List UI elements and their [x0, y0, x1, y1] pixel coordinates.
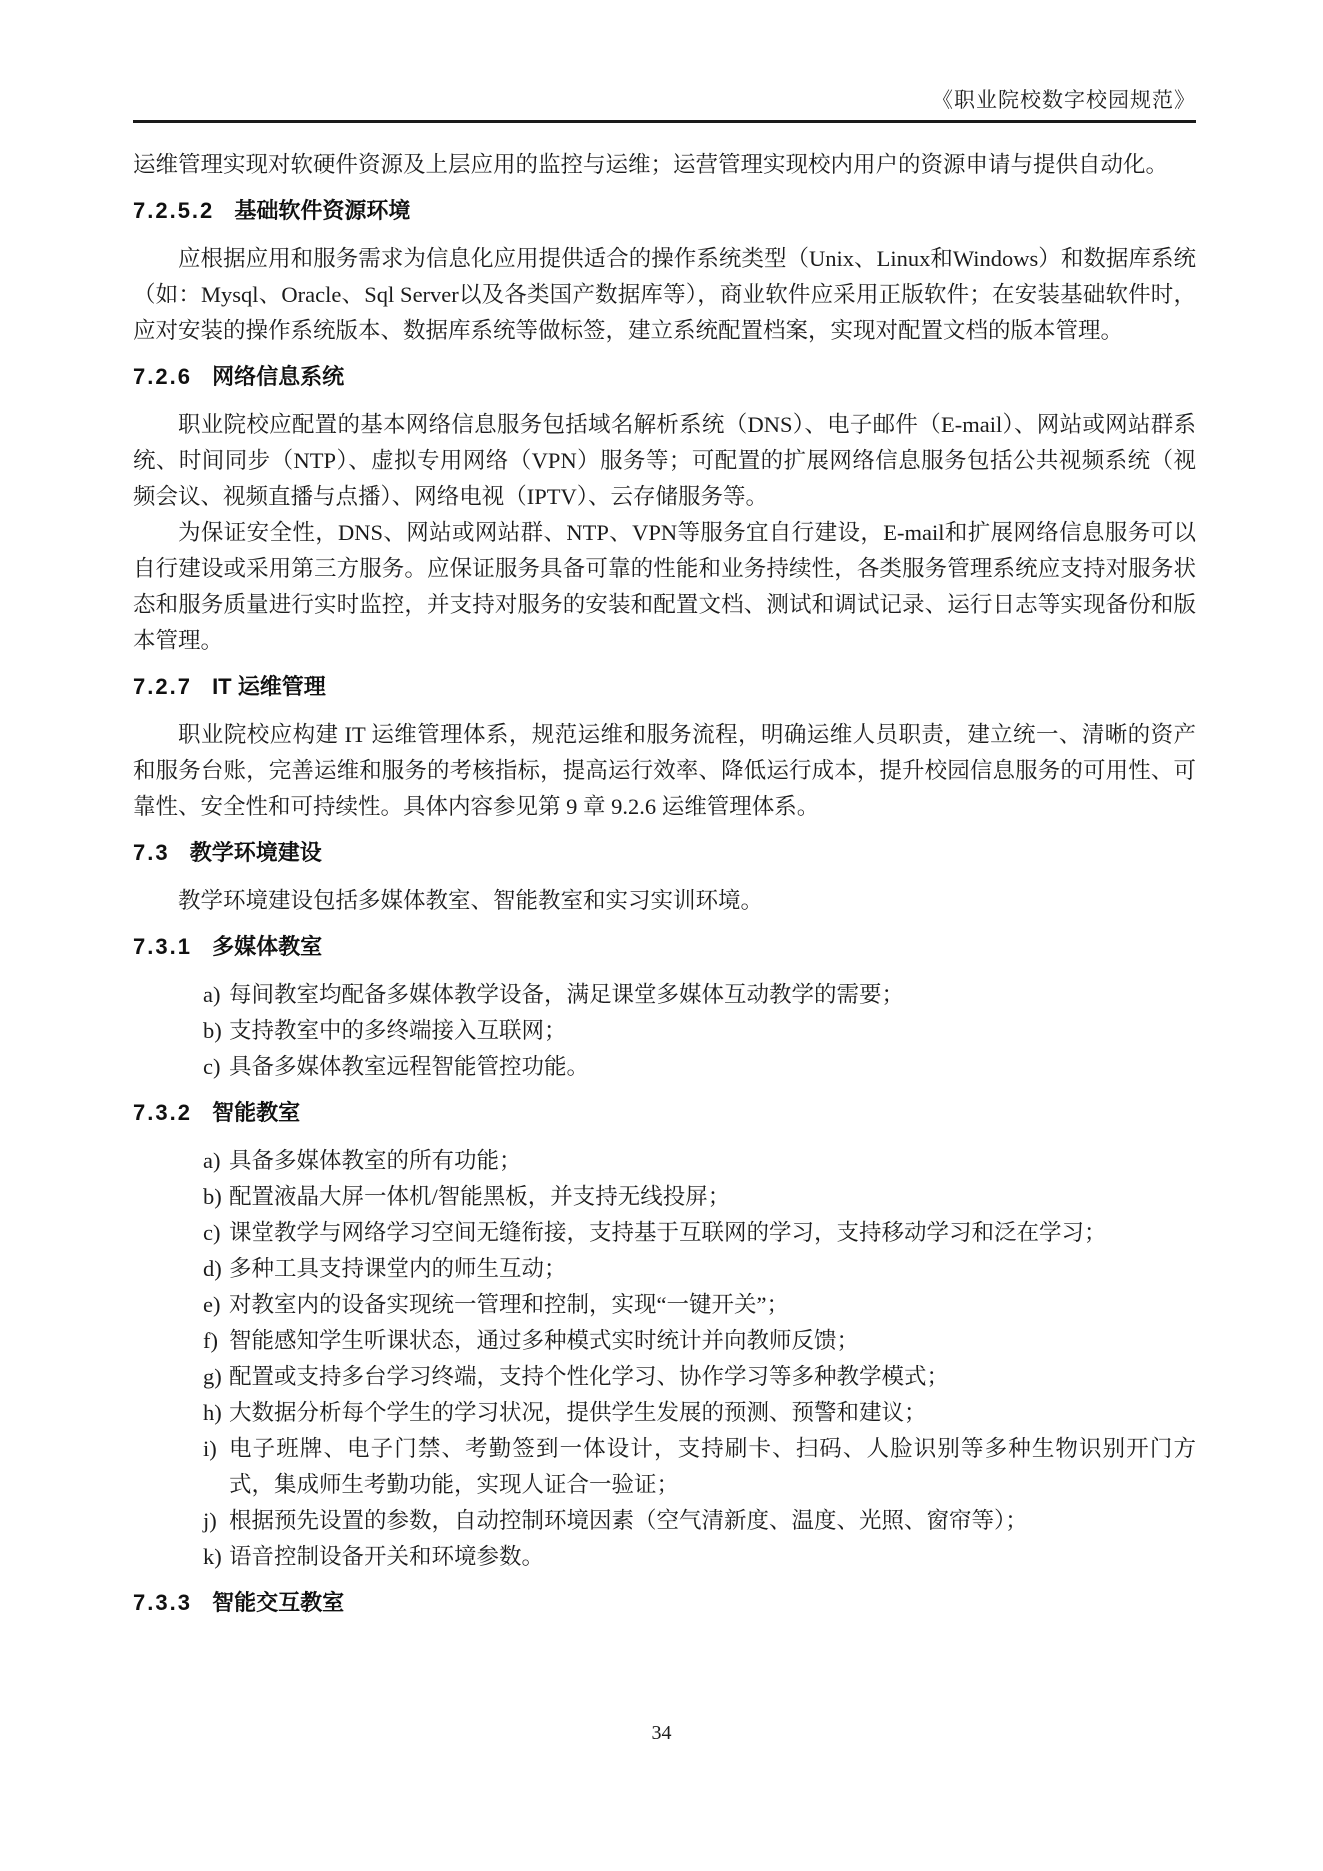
heading-title: 教学环境建设: [189, 840, 322, 865]
list-item-label: f): [203, 1328, 218, 1353]
list-item-text: 具备多媒体教室远程智能管控功能。: [229, 1054, 590, 1079]
list-item-text: 多种工具支持课堂内的师生互动；: [229, 1256, 567, 1281]
list-item: [133, 1049, 1196, 1085]
page-content-area: [133, 0, 1196, 1633]
page-number: 34: [651, 1722, 672, 1744]
list-item: [133, 1251, 1196, 1287]
paragraph-continuation: 运维管理实现对软硬件资源及上层应用的监控与运维；运营管理实现校内用户的资源申请与提供自动化。: [133, 152, 1169, 177]
heading-number: 7.2.6: [133, 364, 192, 389]
list-item: [133, 1287, 1196, 1323]
list-item-text: 智能感知学生听课状态，通过多种模式实时统计并向教师反馈；: [229, 1328, 860, 1353]
heading-title: 基础软件资源环境: [234, 198, 411, 223]
list-item-label: h): [203, 1400, 222, 1425]
list-item: [133, 1395, 1196, 1431]
section-heading-7-3-1: [133, 929, 1196, 965]
document-body: [133, 123, 1196, 1621]
list-item-text: 每间教室均配备多媒体教学设备，满足课堂多媒体互动教学的需要；: [229, 982, 905, 1007]
list-item: [133, 1539, 1196, 1575]
paragraph: 职业院校应配置的基本网络信息服务包括域名解析系统（DNS）、电子邮件（E-mail）、网站或网站群系统、时间同步（NTP）、虚拟专用网络（VPN）服务等；可配置的扩展网络信息服务包括公共视频系统（视频会议、视频直播与点播）、网络电视（IPTV）、云存储服务等。: [133, 412, 1196, 509]
section-heading-7-3: [133, 835, 1196, 871]
section-heading-7-3-2: [133, 1095, 1196, 1131]
heading-title: 网络信息系统: [212, 364, 345, 389]
section-heading-7-2-6: [133, 359, 1196, 395]
list-item: [133, 1215, 1196, 1251]
heading-title: 智能交互教室: [212, 1590, 345, 1615]
paragraph: 教学环境建设包括多媒体教室、智能教室和实习实训环境。: [178, 888, 764, 913]
heading-number: 7.3.3: [133, 1590, 192, 1615]
list-item-text: 课堂教学与网络学习空间无缝衔接，支持基于互联网的学习，支持移动学习和泛在学习；: [229, 1220, 1107, 1245]
list-item-text: 配置或支持多台学习终端，支持个性化学习、协作学习等多种教学模式；: [229, 1364, 950, 1389]
heading-title: 智能教室: [212, 1100, 301, 1125]
list-item-label: a): [203, 1148, 221, 1173]
list-item-text: 大数据分析每个学生的学习状况，提供学生发展的预测、预警和建议；: [229, 1400, 927, 1425]
page-header: [133, 0, 1196, 123]
header-doc-title: 《职业院校数字校园规范》: [932, 88, 1196, 112]
list-item: [133, 977, 1196, 1013]
list-item-text: 配置液晶大屏一体机/智能黑板，并支持无线投屏；: [229, 1184, 731, 1209]
paragraph: 应根据应用和服务需求为信息化应用提供适合的操作系统类型（Unix、Linux和Windows）和数据库系统（如：Mysql、Oracle、Sql Server以及各类国产数据库等），商业软件应采用正版软件；在安装基础软件时，应对安装的操作系统版本、数据库系统等做标签，建立系统配置档案，实现对配置文档的版本管理。: [133, 246, 1196, 343]
list-item: [133, 1323, 1196, 1359]
heading-title: IT 运维管理: [212, 674, 326, 699]
list-item-label: d): [203, 1256, 222, 1281]
list-item: [133, 1503, 1196, 1539]
section-heading-7-2-7: [133, 669, 1196, 705]
ordered-list-smart-classroom: [133, 1143, 1196, 1575]
list-item-label: c): [203, 1054, 221, 1079]
list-item-text: 具备多媒体教室的所有功能；: [229, 1148, 522, 1173]
section-heading-7-2-5-2: [133, 193, 1196, 229]
list-item-text: 对教室内的设备实现统一管理和控制，实现“一键开关”；: [229, 1292, 789, 1317]
list-item-text: 根据预先设置的参数，自动控制环境因素（空气清新度、温度、光照、窗帘等）；: [229, 1508, 1028, 1533]
list-item-label: i): [203, 1436, 217, 1461]
list-item-label: c): [203, 1220, 221, 1245]
list-item-text: 支持教室中的多终端接入互联网；: [229, 1018, 567, 1043]
list-item-text: 电子班牌、电子门禁、考勤签到一体设计，支持刷卡、扫码、人脸识别等多种生物识别开门方式，集成师生考勤功能，实现人证合一验证；: [229, 1436, 1196, 1497]
heading-title: 多媒体教室: [212, 934, 323, 959]
list-item: [133, 1431, 1196, 1503]
list-item-label: e): [203, 1292, 221, 1317]
paragraph: 职业院校应构建 IT 运维管理体系，规范运维和服务流程，明确运维人员职责，建立统一、清晰的资产和服务台账，完善运维和服务的考核指标，提高运行效率、降低运行成本，提升校园信息服务的可用性、可靠性、安全性和可持续性。具体内容参见第 9 章 9.2.6 运维管理体系。: [133, 722, 1196, 819]
list-item-label: a): [203, 982, 221, 1007]
list-item: [133, 1179, 1196, 1215]
list-item: [133, 1013, 1196, 1049]
list-item-label: b): [203, 1184, 222, 1209]
list-item-label: g): [203, 1364, 222, 1389]
list-item-label: b): [203, 1018, 222, 1043]
list-item: [133, 1143, 1196, 1179]
list-item: [133, 1359, 1196, 1395]
list-item-label: k): [203, 1544, 222, 1569]
section-heading-7-3-3: [133, 1585, 1196, 1621]
list-item-label: j): [203, 1508, 217, 1533]
ordered-list-multimedia-classroom: [133, 977, 1196, 1085]
heading-number: 7.3.1: [133, 934, 192, 959]
heading-number: 7.3.2: [133, 1100, 192, 1125]
heading-number: 7.2.5.2: [133, 198, 215, 223]
heading-number: 7.3: [133, 840, 170, 865]
list-item-text: 语音控制设备开关和环境参数。: [229, 1544, 545, 1569]
heading-number: 7.2.7: [133, 674, 192, 699]
paragraph: 为保证安全性，DNS、网站或网站群、NTP、VPN等服务宜自行建设，E-mail和扩展网络信息服务可以自行建设或采用第三方服务。应保证服务具备可靠的性能和业务持续性，各类服务管理系统应支持对服务状态和服务质量进行实时监控，并支持对服务的安装和配置文档、测试和调试记录、运行日志等实现备份和版本管理。: [133, 520, 1196, 653]
